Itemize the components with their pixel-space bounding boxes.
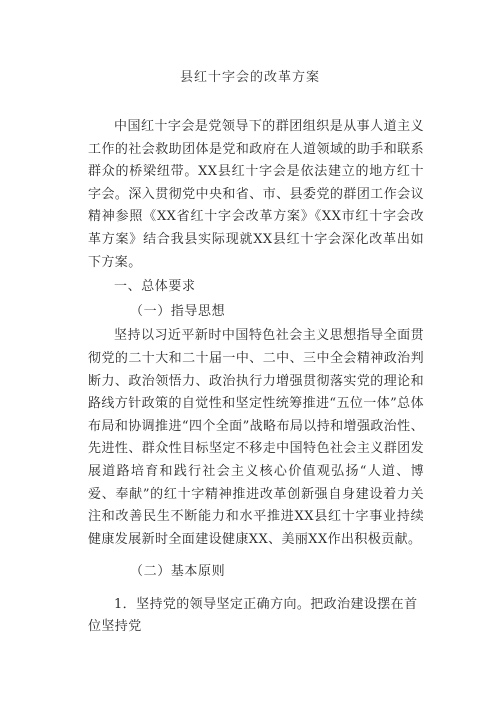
subsection-heading-guiding-ideology: （一）指导思想	[130, 303, 226, 319]
guiding-ideology-paragraph: 坚持以习近平新时中国特色社会主义思想指导全面贯彻党的二十大和二十届一中、二中、三中全会精神政治判断力、政治领悟力、政治执行力增强贯彻落实党的理论和路线方针政策的自觉性和坚定性统筹推进“五位一体”总体布局和协调推进“四个全面”战略布局以持和增强政治性、先进性、群众性目标坚定不移走中国特色社会主义群团发展道路培育和践行社会主义核心价值观弘扬“人道、博爱、奉献”的红十字精神推进改革创新强自身建设着力关注和改善民生不断能力和水平推进XX县红十字事业持续健康发展新时全面建设健康XX、美丽XX作出积极贡献。	[88, 328, 424, 547]
section-heading-general-requirements: 一、总体要求	[114, 279, 196, 295]
document-body	[88, 116, 424, 639]
subsection-heading-basic-principles: （二）基本原则	[130, 564, 226, 580]
intro-paragraph: 中国红十字会是党领导下的群团组织是从事人道主义工作的社会救助团体是党和政府在人道领域的助手和联系群众的桥梁纽带。XX县红十字会是依法建立的地方红十字会。深入贯彻党中央和省、市、县委党的群团工作会议精神参照《XX省红十字会改革方案》《XX市红十字会改革方案》结合我县实际现就XX县红十字会深化改革出如下方案。	[88, 119, 424, 270]
document-title: 县红十字会的改革方案	[179, 70, 320, 85]
principle-item-1: 1．坚持党的领导坚定正确方向。把政治建设摆在首位坚持党	[88, 596, 418, 635]
